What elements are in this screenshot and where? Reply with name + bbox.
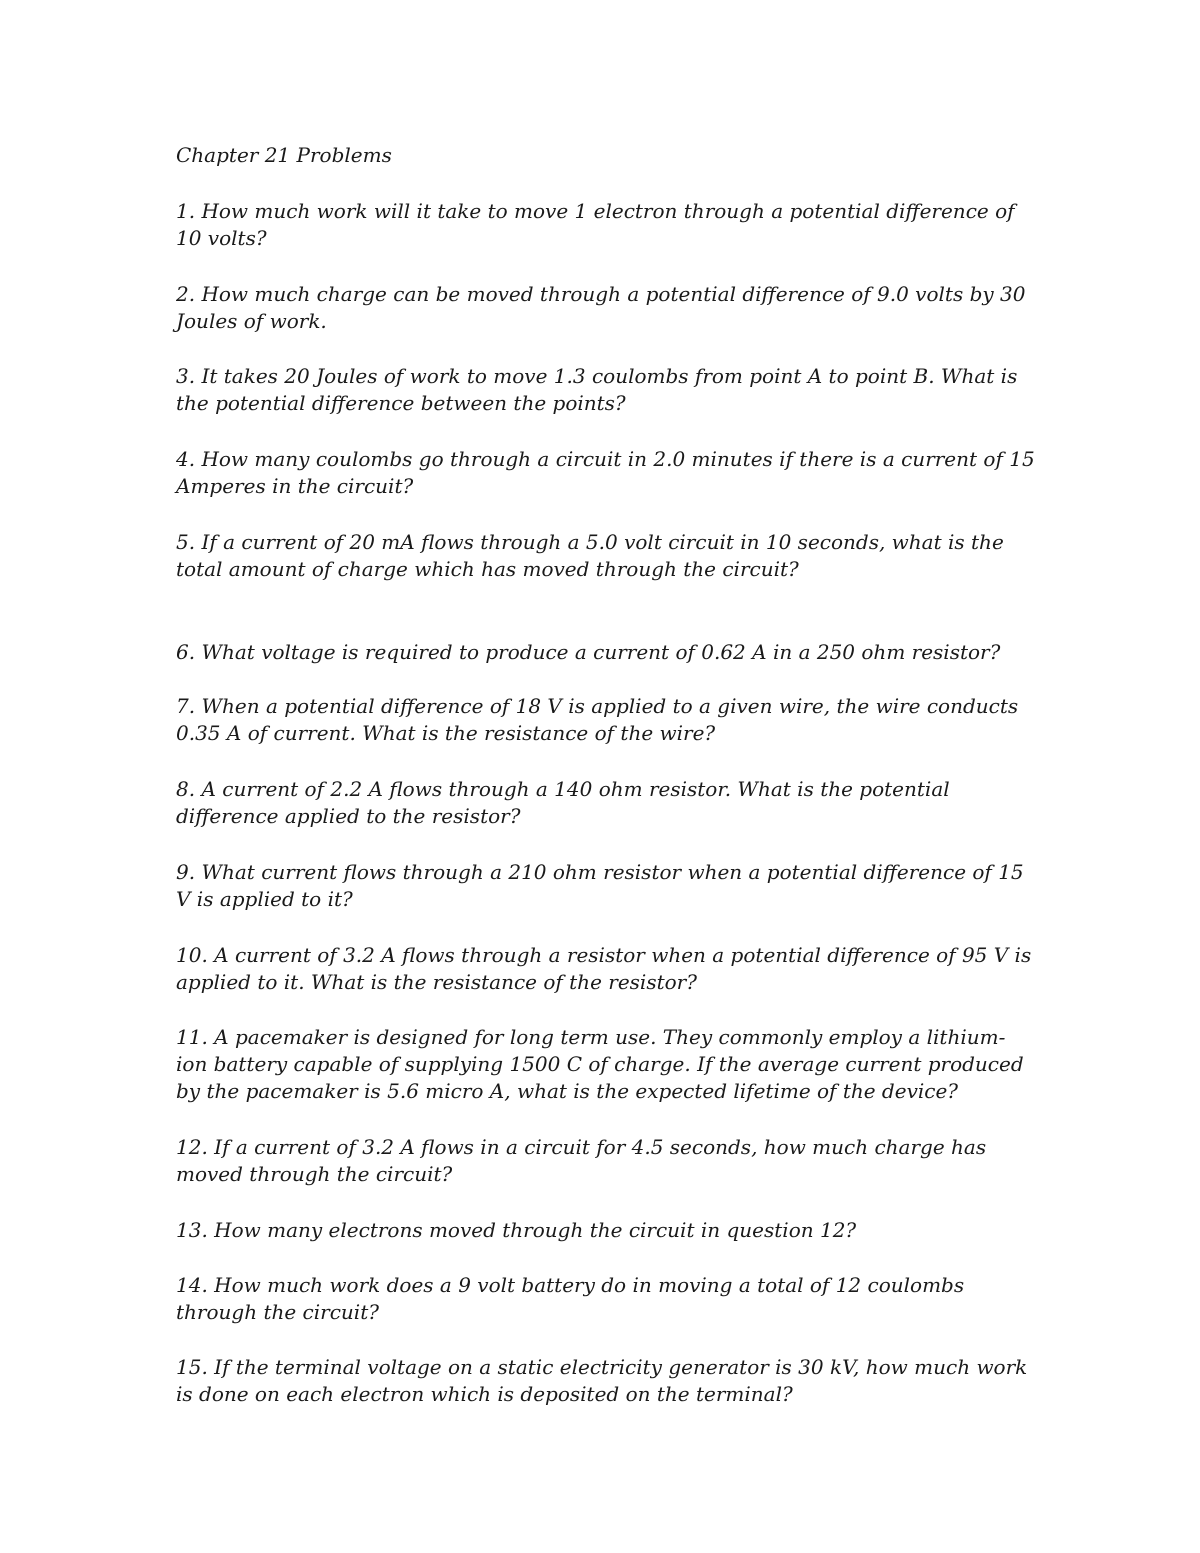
problem-14: 14. How much work does a 9 volt battery do in moving a total of 12 coulombs through the circuit?	[176, 1273, 965, 1324]
problem-10: 10. A current of 3.2 A flows through a resistor when a potential difference of 95 V is applied to it. What is the resistance of the resistor?	[176, 943, 1032, 994]
problem-8: 8. A current of 2.2 A flows through a 140 ohm resistor. What is the potential difference applied to the resistor?	[176, 777, 950, 828]
problem-3: 3. It takes 20 Joules of work to move 1.3 coulombs from point A to point B. What is the potential difference between the points?	[176, 364, 1018, 415]
problem-5: 5. If a current of 20 mA flows through a 5.0 volt circuit in 10 seconds, what is the total amount of charge which has moved through the circuit?	[176, 530, 1004, 581]
problem-1: 1. How much work will it take to move 1 electron through a potential difference of 10 volts?	[176, 199, 1015, 250]
problem-12: 12. If a current of 3.2 A flows in a circuit for 4.5 seconds, how much charge has moved through the circuit?	[176, 1135, 987, 1186]
problem-6: 6. What voltage is required to produce a current of 0.62 A in a 250 ohm resistor?	[176, 640, 1001, 664]
problem-11: 11. A pacemaker is designed for long term use. They commonly employ a lithium-ion battery capable of supplying 1500 C of charge. If the average current produced by the pacemaker is 5.6 micro A, what is the expected lifetime of the device?	[176, 1025, 1024, 1103]
document-title: Chapter 21 Problems	[176, 143, 392, 167]
problem-15: 15. If the terminal voltage on a static electricity generator is 30 kV, how much work is done on each electron which is deposited on the terminal?	[176, 1355, 1028, 1406]
problem-9: 9. What current flows through a 210 ohm resistor when a potential difference of 15 V is applied to it?	[176, 860, 1024, 911]
problem-2: 2. How much charge can be moved through a potential difference of 9.0 volts by 30 Joules of work.	[176, 282, 1026, 333]
problem-4: 4. How many coulombs go through a circuit in 2.0 minutes if there is a current of 15 Amperes in the circuit?	[176, 447, 1035, 498]
problem-7: 7. When a potential difference of 18 V is applied to a given wire, the wire conducts 0.35 A of current. What is the resistance of the wire?	[176, 694, 1019, 745]
problem-13: 13. How many electrons moved through the circuit in question 12?	[176, 1218, 857, 1242]
